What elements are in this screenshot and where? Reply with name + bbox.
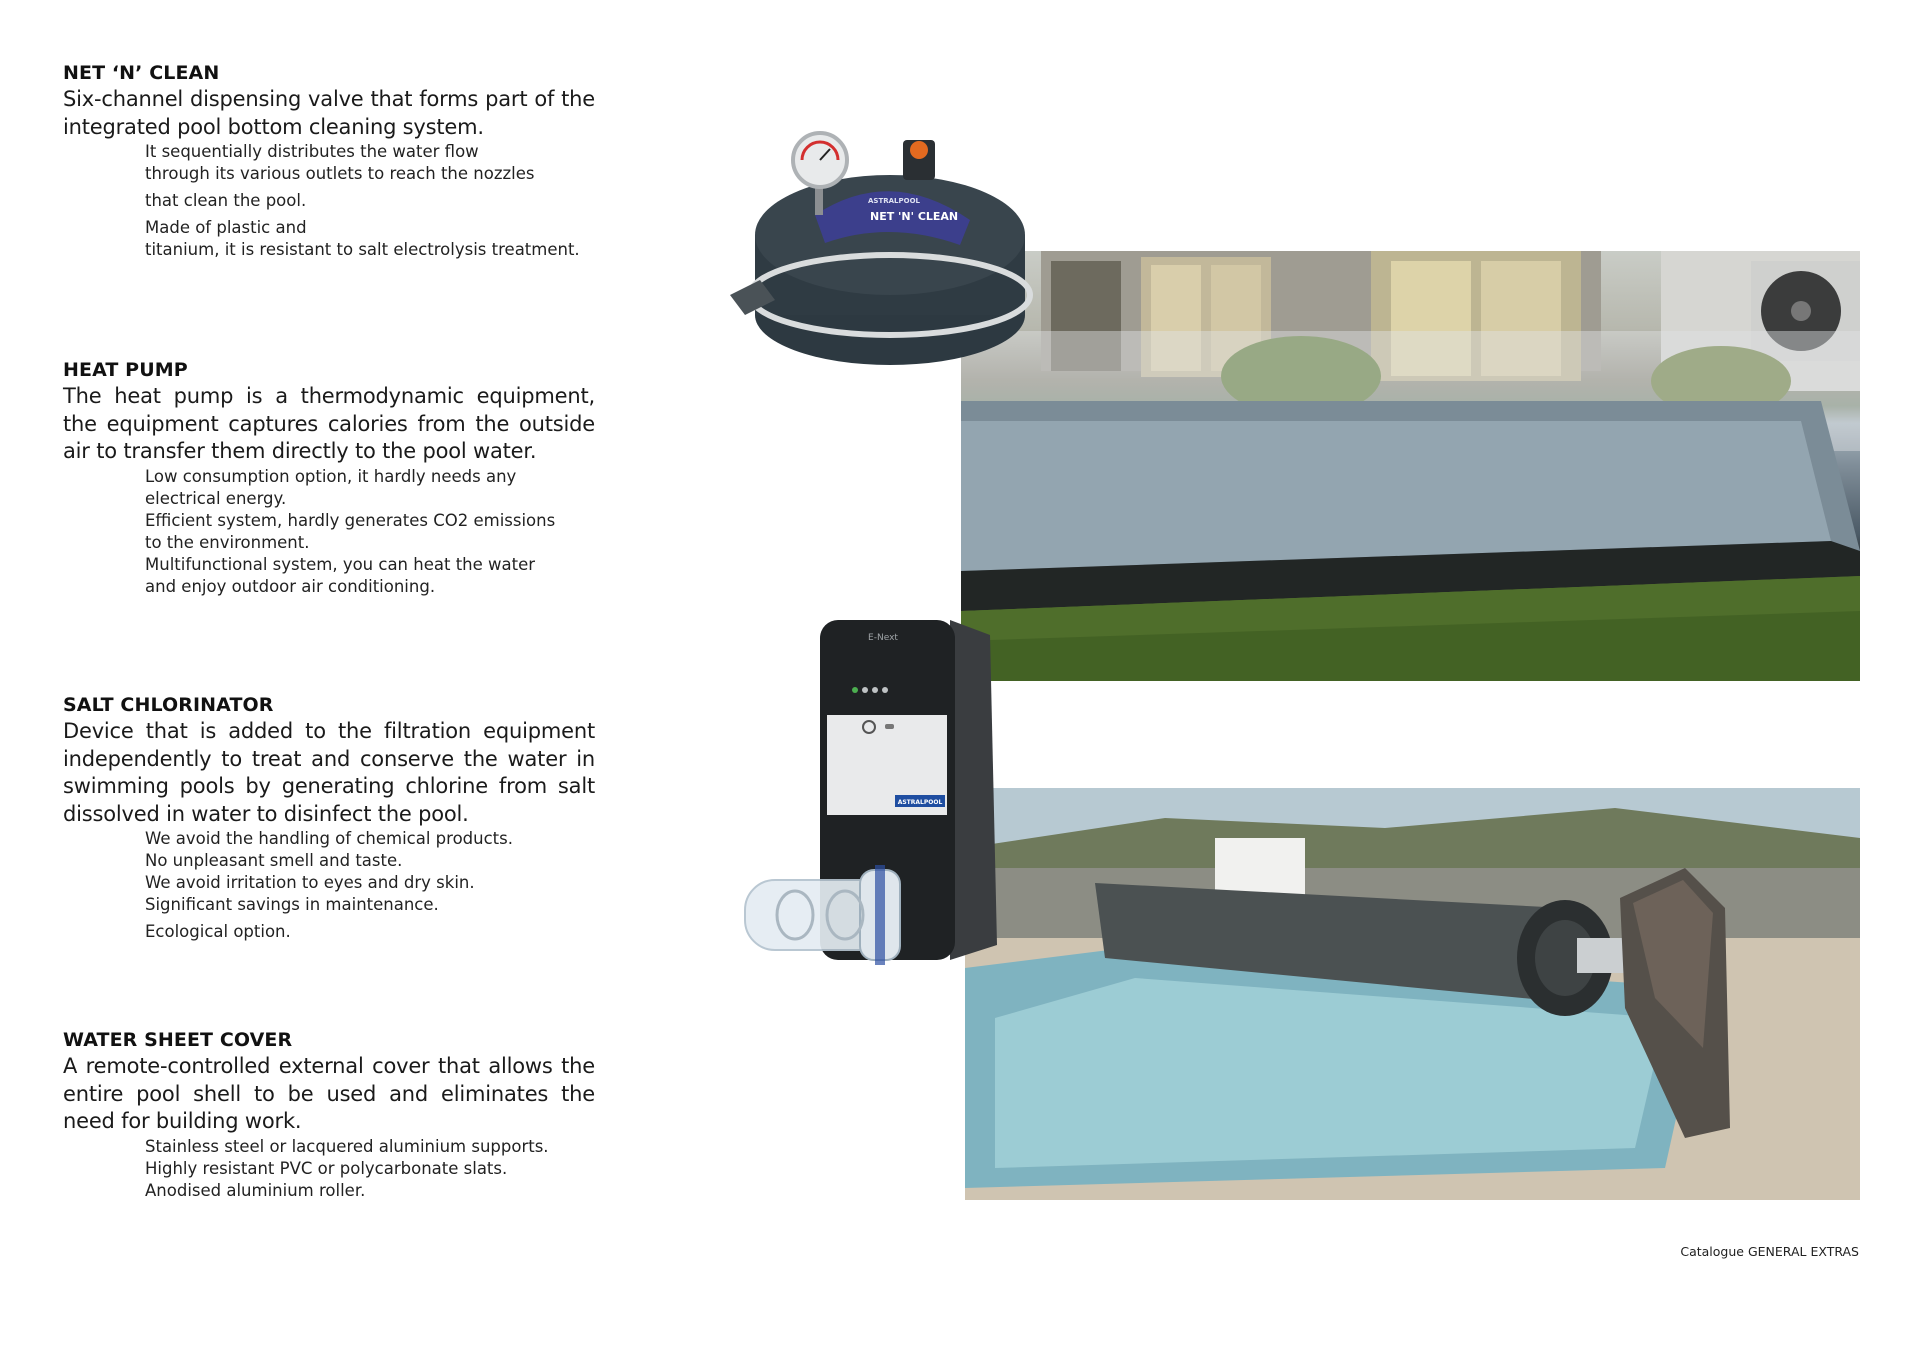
section-title: WATER SHEET COVER [63, 1029, 293, 1051]
section-title: NET ‘N’ CLEAN [63, 62, 220, 84]
chlorinator-model-text: E-Next [868, 633, 898, 643]
feature-item: electrical energy. [145, 488, 287, 508]
feature-item: through its various outlets to reach the nozzles [145, 164, 535, 183]
section-lead: Six-channel dispensing valve that forms part of the integrated pool bottom cleaning system. [63, 87, 595, 139]
feature-item: Significant savings in maintenance. [145, 895, 439, 914]
feature-item: We avoid the handling of chemical products. [145, 829, 513, 848]
feature-item: No unpleasant smell and taste. [145, 851, 403, 870]
section-heat-pump [63, 357, 595, 598]
pool-cover-photo [965, 788, 1860, 1200]
product-brand-text: ASTRALPOOL [868, 197, 920, 205]
feature-item: and enjoy outdoor air conditioning. [145, 576, 436, 596]
chlorinator-brand-text: ASTRALPOOL [897, 799, 943, 806]
feature-item: that clean the pool. [145, 191, 307, 210]
salt-chlorinator-product-image [735, 615, 1040, 985]
feature-list [63, 828, 595, 943]
heat-pump-pool-photo [961, 251, 1860, 681]
section-lead: A remote-controlled external cover that allows the entire pool shell to be used and eliminates the need for building work. [63, 1054, 595, 1133]
net-n-clean-valve-illustration [720, 125, 1045, 375]
section-title: SALT CHLORINATOR [63, 694, 274, 716]
section-net-n-clean [63, 60, 595, 261]
feature-item: We avoid irritation to eyes and dry skin. [145, 873, 475, 892]
section-lead: Device that is added to the filtration equipment independently to treat and conserve the water in swimming pools by generating chlorine from salt dissolved in water to disinfect the pool. [63, 719, 595, 826]
feature-list [63, 466, 595, 598]
feature-item: Efficient system, hardly generates CO2 emissions [145, 510, 556, 530]
feature-item: Anodised aluminium roller. [145, 1180, 366, 1200]
feature-item: titanium, it is resistant to salt electrolysis treatment. [145, 240, 580, 259]
feature-item: It sequentially distributes the water flow [145, 142, 479, 161]
feature-item: Highly resistant PVC or polycarbonate slats. [145, 1158, 508, 1178]
section-title: HEAT PUMP [63, 359, 188, 381]
section-lead: The heat pump is a thermodynamic equipment, the equipment captures calories from the outside air to transfer them directly to the pool water. [63, 384, 595, 463]
product-label-text: NET 'N' CLEAN [870, 210, 959, 223]
feature-item: Made of plastic and [145, 218, 307, 237]
feature-item: to the environment. [145, 532, 310, 552]
heat-pump-scene-illustration [961, 251, 1860, 681]
feature-item: Multifunctional system, you can heat the water [145, 554, 536, 574]
pool-cover-scene-illustration [965, 788, 1860, 1200]
catalogue-footer: Catalogue GENERAL EXTRAS [1680, 1244, 1859, 1259]
net-n-clean-product-image [720, 125, 1045, 375]
feature-list [63, 1136, 595, 1202]
section-water-sheet-cover [63, 1027, 595, 1202]
feature-item: Ecological option. [145, 922, 291, 941]
feature-list [63, 141, 595, 261]
section-salt-chlorinator [63, 692, 595, 943]
feature-item: Stainless steel or lacquered aluminium supports. [145, 1136, 549, 1156]
feature-item: Low consumption option, it hardly needs any [145, 466, 517, 486]
salt-chlorinator-illustration [735, 615, 1040, 985]
